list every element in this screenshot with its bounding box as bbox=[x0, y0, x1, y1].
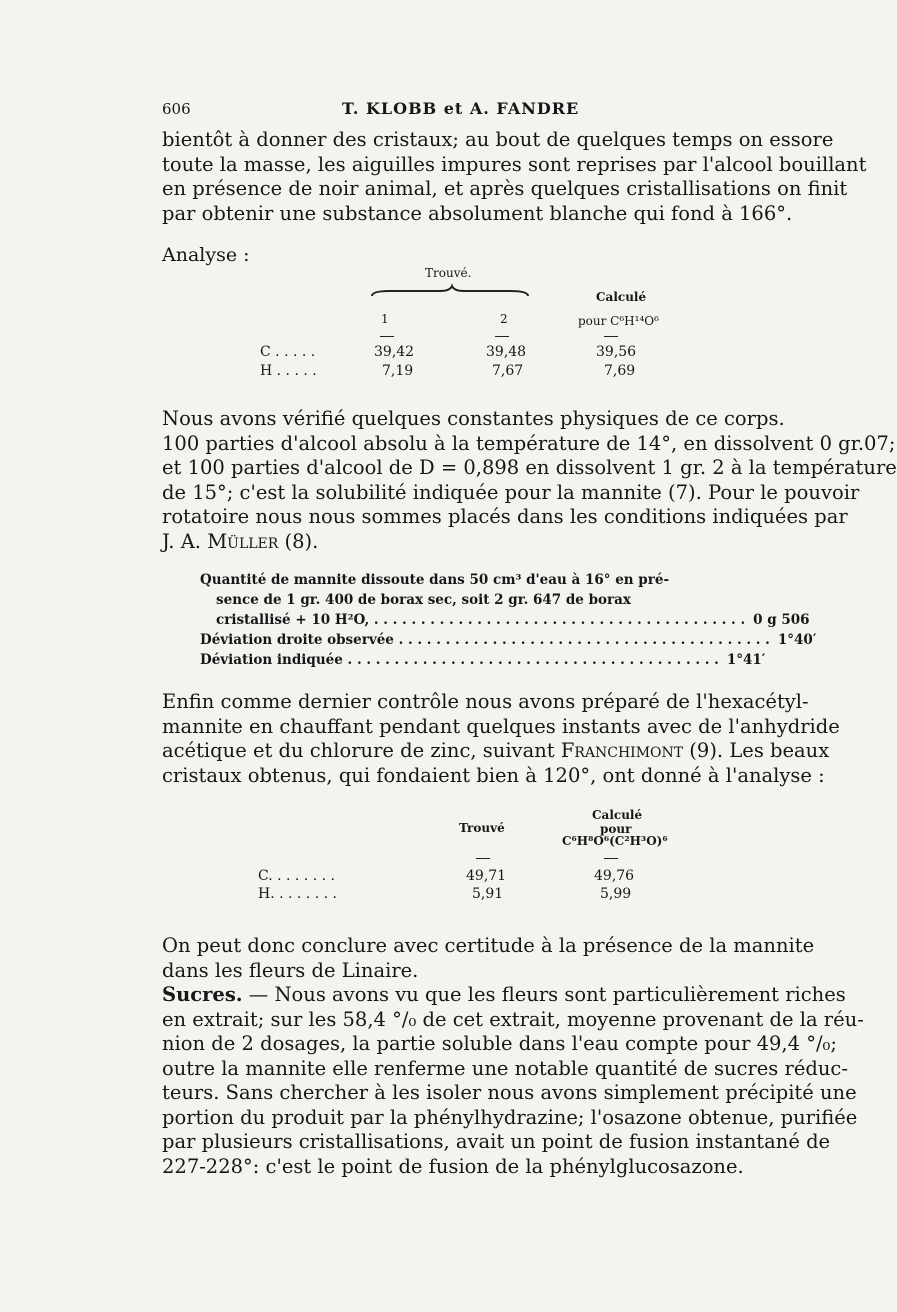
block-line: sence de 1 gr. 400 de borax sec, soit 2 gr. 647 de borax bbox=[216, 592, 631, 608]
block-line: Quantité de mannite dissoute dans 50 cm³ d'eau à 16° en pré- bbox=[200, 572, 670, 588]
text-line: rotatoire nous nous sommes placés dans les conditions indiquées par bbox=[162, 505, 848, 528]
text-line: nion de 2 dosages, la partie soluble dans l'eau compte pour 49,4 °/₀; bbox=[162, 1032, 837, 1055]
text-line: Enfin comme dernier contrôle nous avons préparé de l'hexacétyl- bbox=[162, 690, 809, 713]
table3-cell: 49,76 bbox=[594, 868, 635, 884]
text-line: 227-228°: c'est le point de fusion de la phénylglucosazone. bbox=[162, 1154, 744, 1178]
table1-row-label: C . . . . . bbox=[260, 344, 316, 360]
block-row bbox=[200, 610, 810, 630]
table1-cell: 39,42 bbox=[374, 344, 415, 360]
block-row bbox=[200, 650, 766, 670]
table1-calcule-label: Calculé bbox=[596, 290, 647, 304]
text-line: et 100 parties d'alcool de D = 0,898 en dissolvent 1 gr. 2 à la température bbox=[162, 456, 897, 479]
running-title: T. KLOBB et A. FANDRE bbox=[342, 99, 580, 118]
text-line: en présence de noir animal, et après quelques cristallisations on finit bbox=[162, 177, 848, 200]
text-line: portion du produit par la phénylhydrazine; l'osazone obtenue, purifiée bbox=[162, 1105, 858, 1129]
dash bbox=[380, 336, 394, 337]
table1-trouve-label: Trouvé. bbox=[425, 266, 472, 280]
page-number: 606 bbox=[162, 100, 191, 118]
text-line: mannite en chauffant pendant quelques instants avec de l'anhydride bbox=[162, 714, 840, 738]
text-line: outre la mannite elle renferme une notable quantité de sucres réduc- bbox=[162, 1056, 848, 1080]
text-line: acétique et du chlorure de zinc, suivant Franchimont (9). Les beaux bbox=[162, 739, 830, 762]
table3-row-label: H. . . . . . . . bbox=[258, 886, 337, 902]
dash bbox=[495, 336, 509, 337]
text-line: de 15°; c'est la solubilité indiquée pour la mannite (7). Pour le pouvoir bbox=[162, 480, 860, 504]
table3-cell: 5,91 bbox=[472, 886, 504, 902]
paragraph-5 bbox=[162, 983, 864, 1179]
table1-col2: 2 bbox=[500, 312, 508, 326]
table3-cell: 49,71 bbox=[466, 868, 507, 884]
table1-cell: 7,69 bbox=[604, 363, 636, 379]
citation-prefix: J. A. bbox=[162, 529, 208, 553]
table1-cell: 7,67 bbox=[492, 363, 524, 379]
text-line: en extrait; sur les 58,4 °/₀ de cet extrait, moyenne provenant de la réu- bbox=[162, 1007, 864, 1031]
paragraph-2 bbox=[162, 407, 897, 554]
block-row-label: Déviation indiquée . . . bbox=[200, 650, 719, 670]
text-line bbox=[162, 530, 758, 555]
paragraph-1 bbox=[162, 128, 867, 226]
brace-icon bbox=[370, 284, 530, 300]
block-row-value: 1°41′ bbox=[726, 652, 766, 668]
text-line: teurs. Sans chercher à les isoler nous avons simplement précipité une bbox=[162, 1081, 857, 1104]
citation-suffix: (8). bbox=[278, 529, 319, 553]
table3-calcule-label: Calculé bbox=[592, 808, 643, 822]
block-row-label: Déviation droite observée . . . bbox=[200, 630, 770, 650]
text-line: 100 parties d'alcool absolu à la température de 14°, en dissolvent 0 gr.07; bbox=[162, 431, 896, 455]
table1-calcule-formula: pour C⁶H¹⁴O⁶ bbox=[578, 314, 659, 328]
table1-cell: 39,56 bbox=[596, 344, 637, 360]
table3-cell: 5,99 bbox=[600, 886, 632, 902]
table3-pour-label: pour bbox=[600, 822, 632, 836]
block-row-value: 1°40′ bbox=[777, 632, 817, 648]
analyse-label: Analyse : bbox=[162, 244, 250, 266]
author-name: Franchimont bbox=[560, 739, 684, 762]
text-line: toute la masse, les aiguilles impures sont reprises par l'alcool bouillant bbox=[162, 152, 867, 176]
dash bbox=[604, 336, 618, 337]
dash bbox=[604, 858, 618, 859]
table1-row-label: H . . . . . bbox=[260, 363, 317, 379]
dash bbox=[476, 858, 490, 859]
text-line: cristaux obtenus, qui fondaient bien à 120°, ont donné à l'analyse : bbox=[162, 763, 825, 787]
section-heading: Sucres. bbox=[162, 983, 243, 1006]
block-row bbox=[200, 630, 817, 650]
block-row-value: 0 g 506 bbox=[753, 612, 810, 628]
table1-cell: 39,48 bbox=[486, 344, 527, 360]
author-name: Müller bbox=[207, 529, 279, 553]
text-line: bientôt à donner des cristaux; au bout de quelques temps on essore bbox=[162, 128, 834, 151]
table3-formula: C⁶H⁸O⁶(C²H³O)⁶ bbox=[562, 834, 668, 848]
paragraph-3 bbox=[162, 690, 840, 788]
text-line: par plusieurs cristallisations, avait un point de fusion instantané de bbox=[162, 1130, 831, 1153]
paragraph-4 bbox=[162, 934, 815, 983]
text-line: par obtenir une substance absolument blanche qui fond à 166°. bbox=[162, 201, 793, 225]
text-line: On peut donc conclure avec certitude à la présence de la mannite bbox=[162, 934, 815, 957]
text-line: Sucres. — Nous avons vu que les fleurs sont particulièrement riches bbox=[162, 983, 846, 1006]
table1-cell: 7,19 bbox=[382, 363, 414, 379]
mannite-data-block bbox=[200, 570, 817, 670]
table3-row-label: C. . . . . . . . bbox=[258, 868, 335, 884]
text-line: dans les fleurs de Linaire. bbox=[162, 958, 419, 982]
block-row-label: cristallisé + 10 H²O, . . . bbox=[216, 610, 745, 630]
table1-col1: 1 bbox=[381, 312, 389, 326]
text-line: Nous avons vérifié quelques constantes physiques de ce corps. bbox=[162, 407, 785, 430]
table3-trouve-label: Trouvé bbox=[459, 821, 505, 835]
